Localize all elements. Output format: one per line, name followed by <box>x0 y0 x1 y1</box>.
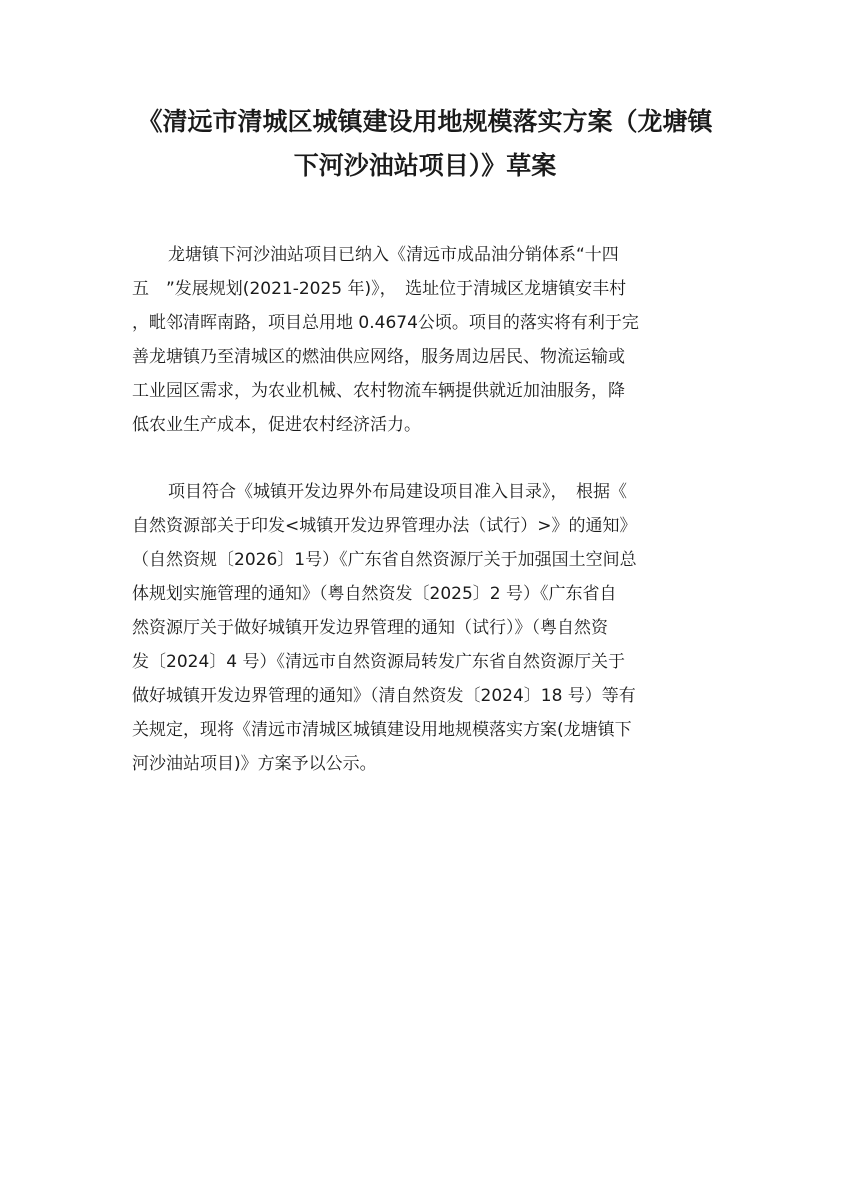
title-line: 《清远市清城区城镇建设用地规模落实方案（龙塘镇 <box>137 107 713 136</box>
paragraph-line: 然资源厅关于做好城镇开发边界管理的通知（试行）》（粤自然资 <box>132 618 608 638</box>
paragraph-line: 体规划实施管理的通知》（粤自然资发〔2025〕2 号）《广东省自 <box>132 584 617 604</box>
paragraph-line: 自然资源部关于印发<城镇开发边界管理办法（试行）>》的通知》 <box>132 516 637 536</box>
paragraph-line: 五 ”发展规划(2021-2025 年)》， 选址位于清城区龙塘镇安丰村 <box>132 279 627 299</box>
document-title <box>120 100 730 188</box>
paragraph-line: 龙塘镇下河沙油站项目已纳入《清远市成品油分销体系“十四 <box>168 245 619 265</box>
title-line: 下河沙油站项目）》草案 <box>293 151 557 180</box>
paragraph-project-overview <box>132 238 722 442</box>
paragraph-line: 河沙油站项目)》方案予以公示。 <box>132 754 377 774</box>
paragraph-line: （自然资规〔2026〕1号）《广东省自然资源厅关于加强国土空间总 <box>132 550 637 570</box>
paragraph-legal-basis <box>132 475 722 781</box>
paragraph-line: ，毗邻清晖南路，项目总用地 0.4674公顷。项目的落实将有利于完 <box>132 313 639 333</box>
paragraph-line: 善龙塘镇乃至清城区的燃油供应网络，服务周边居民、物流运输或 <box>132 347 625 367</box>
paragraph-line: 项目符合《城镇开发边界外布局建设项目准入目录》， 根据《 <box>168 482 627 502</box>
paragraph-line: 关规定，现将《清远市清城区城镇建设用地规模落实方案(龙塘镇下 <box>132 720 632 740</box>
paragraph-line: 发〔2024〕4 号）《清远市自然资源局转发广东省自然资源厅关于 <box>132 652 625 672</box>
paragraph-line: 工业园区需求，为农业机械、农村物流车辆提供就近加油服务，降 <box>132 381 625 401</box>
paragraph-line: 低农业生产成本，促进农村经济活力。 <box>132 415 421 435</box>
paragraph-line: 做好城镇开发边界管理的通知》（清自然资发〔2024〕18 号）等有 <box>132 686 636 706</box>
